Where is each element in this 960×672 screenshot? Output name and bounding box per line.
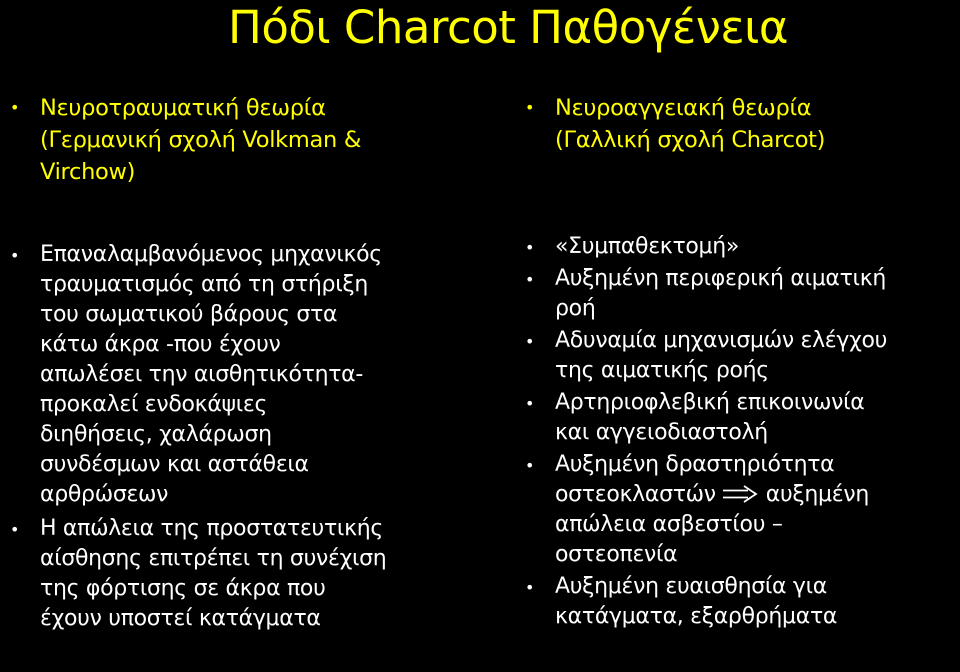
bullet-icon: • <box>10 520 20 539</box>
resorption-line-1: Αυξημένη δραστηριότητα <box>555 452 835 477</box>
left-list <box>10 240 386 638</box>
resorption-line-2-after: αυξημένη <box>765 482 869 507</box>
list-item-text: Αδυναμία μηχανισμών ελέγχου της αιματικής ροής <box>555 328 888 383</box>
right-heading <box>525 92 960 156</box>
list-item <box>10 514 386 634</box>
list-item-text: Αρτηριοφλεβική επικοινωνία και αγγειοδιαστολή <box>555 390 865 445</box>
list-item <box>525 264 887 324</box>
resorption-line-2-before: οστεοκλαστών <box>555 482 716 507</box>
list-item-text: «Συμπαθεκτομή» <box>555 234 740 259</box>
right-heading-text: Νευροαγγειακή θεωρία (Γαλλική σχολή Charcot) <box>555 95 826 153</box>
list-item <box>525 388 887 448</box>
bullet-icon: • <box>525 332 535 351</box>
left-heading-text: Νευροτραυματική θεωρία (Γερμανική σχολή Volkman & Virchow) <box>40 95 362 185</box>
left-heading <box>10 92 465 188</box>
left-column <box>10 92 465 631</box>
resorption-line-3: απώλεια ασβεστίου – <box>555 512 783 537</box>
list-item <box>10 240 386 510</box>
list-item-text: Αυξημένη ευαισθησία για κατάγματα, εξαρθρήματα <box>555 574 838 629</box>
list-item-text: Επαναλαμβανόμενος μηχανικός τραυματισμός από τη στήριξη του σωματικού βάρους στα κάτω άκρα -που έχουν απωλέσει την αισθητικότητα- προκαλεί ενδοκάψιες διηθήσεις, χαλάρωση συνδέσμων και αστάθεια αρθρώσεων <box>40 242 382 507</box>
right-list <box>525 232 887 634</box>
resorption-line-2 <box>555 480 887 510</box>
bullet-icon: • <box>525 270 535 289</box>
bullet-icon: • <box>10 98 20 117</box>
list-item-text: Η απώλεια της προστατευτικής αίσθησης επιτρέπει τη συνέχιση της φόρτισης σε άκρα που έχουν υποστεί κατάγματα <box>40 516 387 631</box>
list-item <box>525 572 887 632</box>
right-column <box>525 92 960 629</box>
bullet-icon: • <box>525 456 535 475</box>
list-item-text: Αυξημένη περιφερική αιματική ροή <box>555 266 887 321</box>
list-item-resorption <box>525 450 887 570</box>
list-item-text <box>555 450 887 570</box>
slide-title: Πόδι Charcot Παθογένεια <box>228 1 789 54</box>
list-item <box>525 326 887 386</box>
bullet-icon: • <box>525 238 535 257</box>
bullet-icon: • <box>10 246 20 265</box>
bullet-icon: • <box>525 394 535 413</box>
resorption-line-4: οστεοπενία <box>555 542 678 567</box>
bullet-icon: • <box>525 98 535 117</box>
bullet-icon: • <box>525 578 535 597</box>
double-right-arrow-icon <box>722 485 758 503</box>
list-item <box>525 232 887 262</box>
